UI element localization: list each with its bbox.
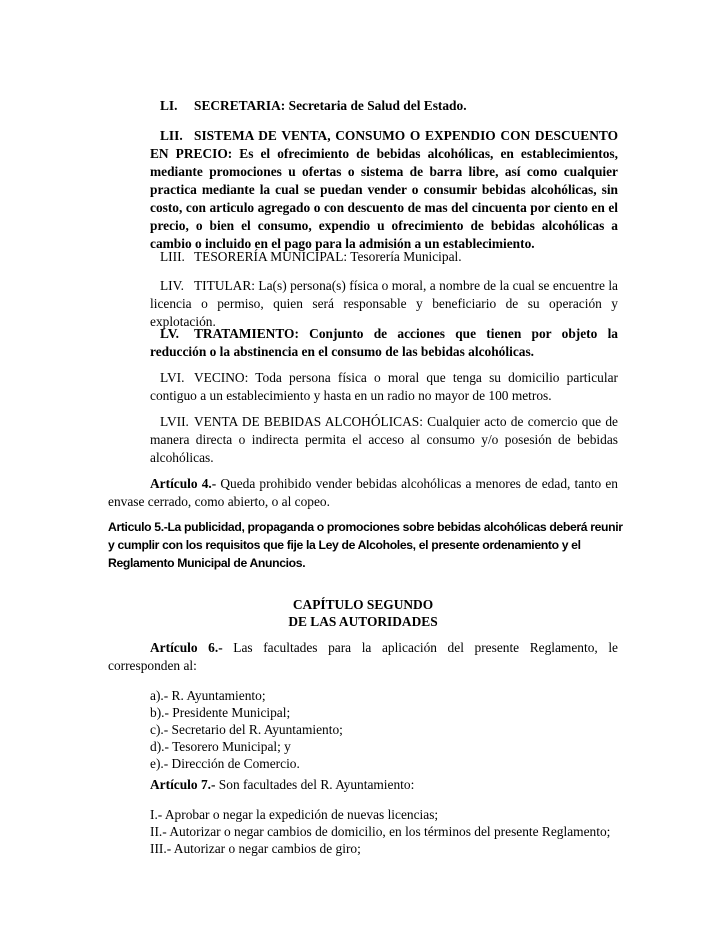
list-item: c).- Secretario del R. Ayuntamiento; (150, 722, 343, 737)
list-item: I.- Aprobar o negar la expedición de nuevas licencias; (150, 807, 439, 822)
chapter-title: CAPÍTULO SEGUNDO (292, 597, 434, 612)
definition-liv (150, 277, 618, 331)
definition-text: TESORERÍA MUNICIPAL: Tesorería Municipal. (194, 249, 462, 264)
list-item: e).- Dirección de Comercio. (150, 756, 300, 771)
definition-li (150, 97, 618, 115)
article-text: Las facultades para la aplicación del presente Reglamento, le corresponden al: (108, 640, 619, 673)
articulo-6 (108, 639, 618, 675)
definition-text: TITULAR: La(s) persona(s) física o moral, a nombre de la cual se encuentre la licencia o permiso, quien será responsable y beneficiario de su operación y explotación. (150, 278, 618, 329)
definition-liii (150, 248, 618, 266)
article-text: Queda prohibido vender bebidas alcohólicas a menores de edad, tanto en envase cerrado, como abierto, o al copeo. (108, 476, 618, 509)
chapter-heading (200, 596, 526, 630)
article-label: Artículo 6.- (150, 640, 223, 655)
chapter-subtitle: DE LAS AUTORIDADES (288, 614, 438, 629)
list-item: b).- Presidente Municipal; (150, 705, 291, 720)
definition-lvi (150, 369, 618, 405)
definition-text: SECRETARIA: Secretaria de Salud del Estado. (194, 98, 467, 113)
definition-text: VECINO: Toda persona física o moral que tenga su domicilio particular contiguo a un establecimiento y hasta en un radio no mayor de 100 metros. (150, 370, 618, 403)
definition-number: LII. (160, 128, 183, 143)
definition-lv (150, 325, 618, 361)
faculties-list (150, 806, 630, 857)
article-text: Son facultades del R. Ayuntamiento: (215, 777, 415, 792)
articulo-4 (108, 475, 618, 511)
article-label: Artículo 7.- (150, 777, 216, 792)
definition-number: LIII. (160, 249, 185, 264)
definition-text: VENTA DE BEBIDAS ALCOHÓLICAS: Cualquier acto de comercio que de manera directa o indirecta permita el acceso al consumo y/o posesión de bebidas alcohólicas. (150, 414, 618, 465)
list-item: a).- R. Ayuntamiento; (150, 688, 266, 703)
list-item: II.- Autorizar o negar cambios de domicilio, en los términos del presente Reglamento; (150, 824, 611, 839)
definition-text: SISTEMA DE VENTA, CONSUMO O EXPENDIO CON DESCUENTO EN PRECIO: Es el ofrecimiento de bebidas alcohólicas, en establecimientos, mediante promociones u ofertas o sistema de barra libre, así como cualquier practica mediante la cual se puedan vender o consumir bebidas alcohólicas, sin costo, con articulo agregado o con descuento de mas del cincuenta por ciento en el precio, o bien el consumo, expendio u ofrecimiento de bebidas alcohólicas a cambio o incluido en el pago para la admisión a un establecimiento. (150, 128, 618, 251)
list-item: d).- Tesorero Municipal; y (150, 739, 291, 754)
definition-number: LV. (160, 326, 179, 341)
definition-lii (150, 127, 618, 253)
definition-number: LVII. (160, 414, 189, 429)
authorities-list (150, 687, 630, 772)
list-item: III.- Autorizar o negar cambios de giro; (150, 841, 361, 856)
definition-number: LVI. (160, 370, 185, 385)
definition-lvii (150, 413, 618, 467)
definition-number: LIV. (160, 278, 184, 293)
articulo-7 (150, 776, 618, 794)
definition-number: LI. (160, 98, 178, 113)
articulo-5: Articulo 5.-La publicidad, propaganda o promociones sobre bebidas alcohólicas deberá reunir y cumplir con los requisitos que fije la Ley de Alcoholes, el presente ordenamiento y el Reglamento Municipal de Anuncios. (108, 520, 623, 570)
article-label: Artículo 4.- (150, 476, 217, 491)
definition-text: TRATAMIENTO: Conjunto de acciones que tienen por objeto la reducción o la abstinencia en el consumo de las bebidas alcohólicas. (150, 326, 618, 359)
